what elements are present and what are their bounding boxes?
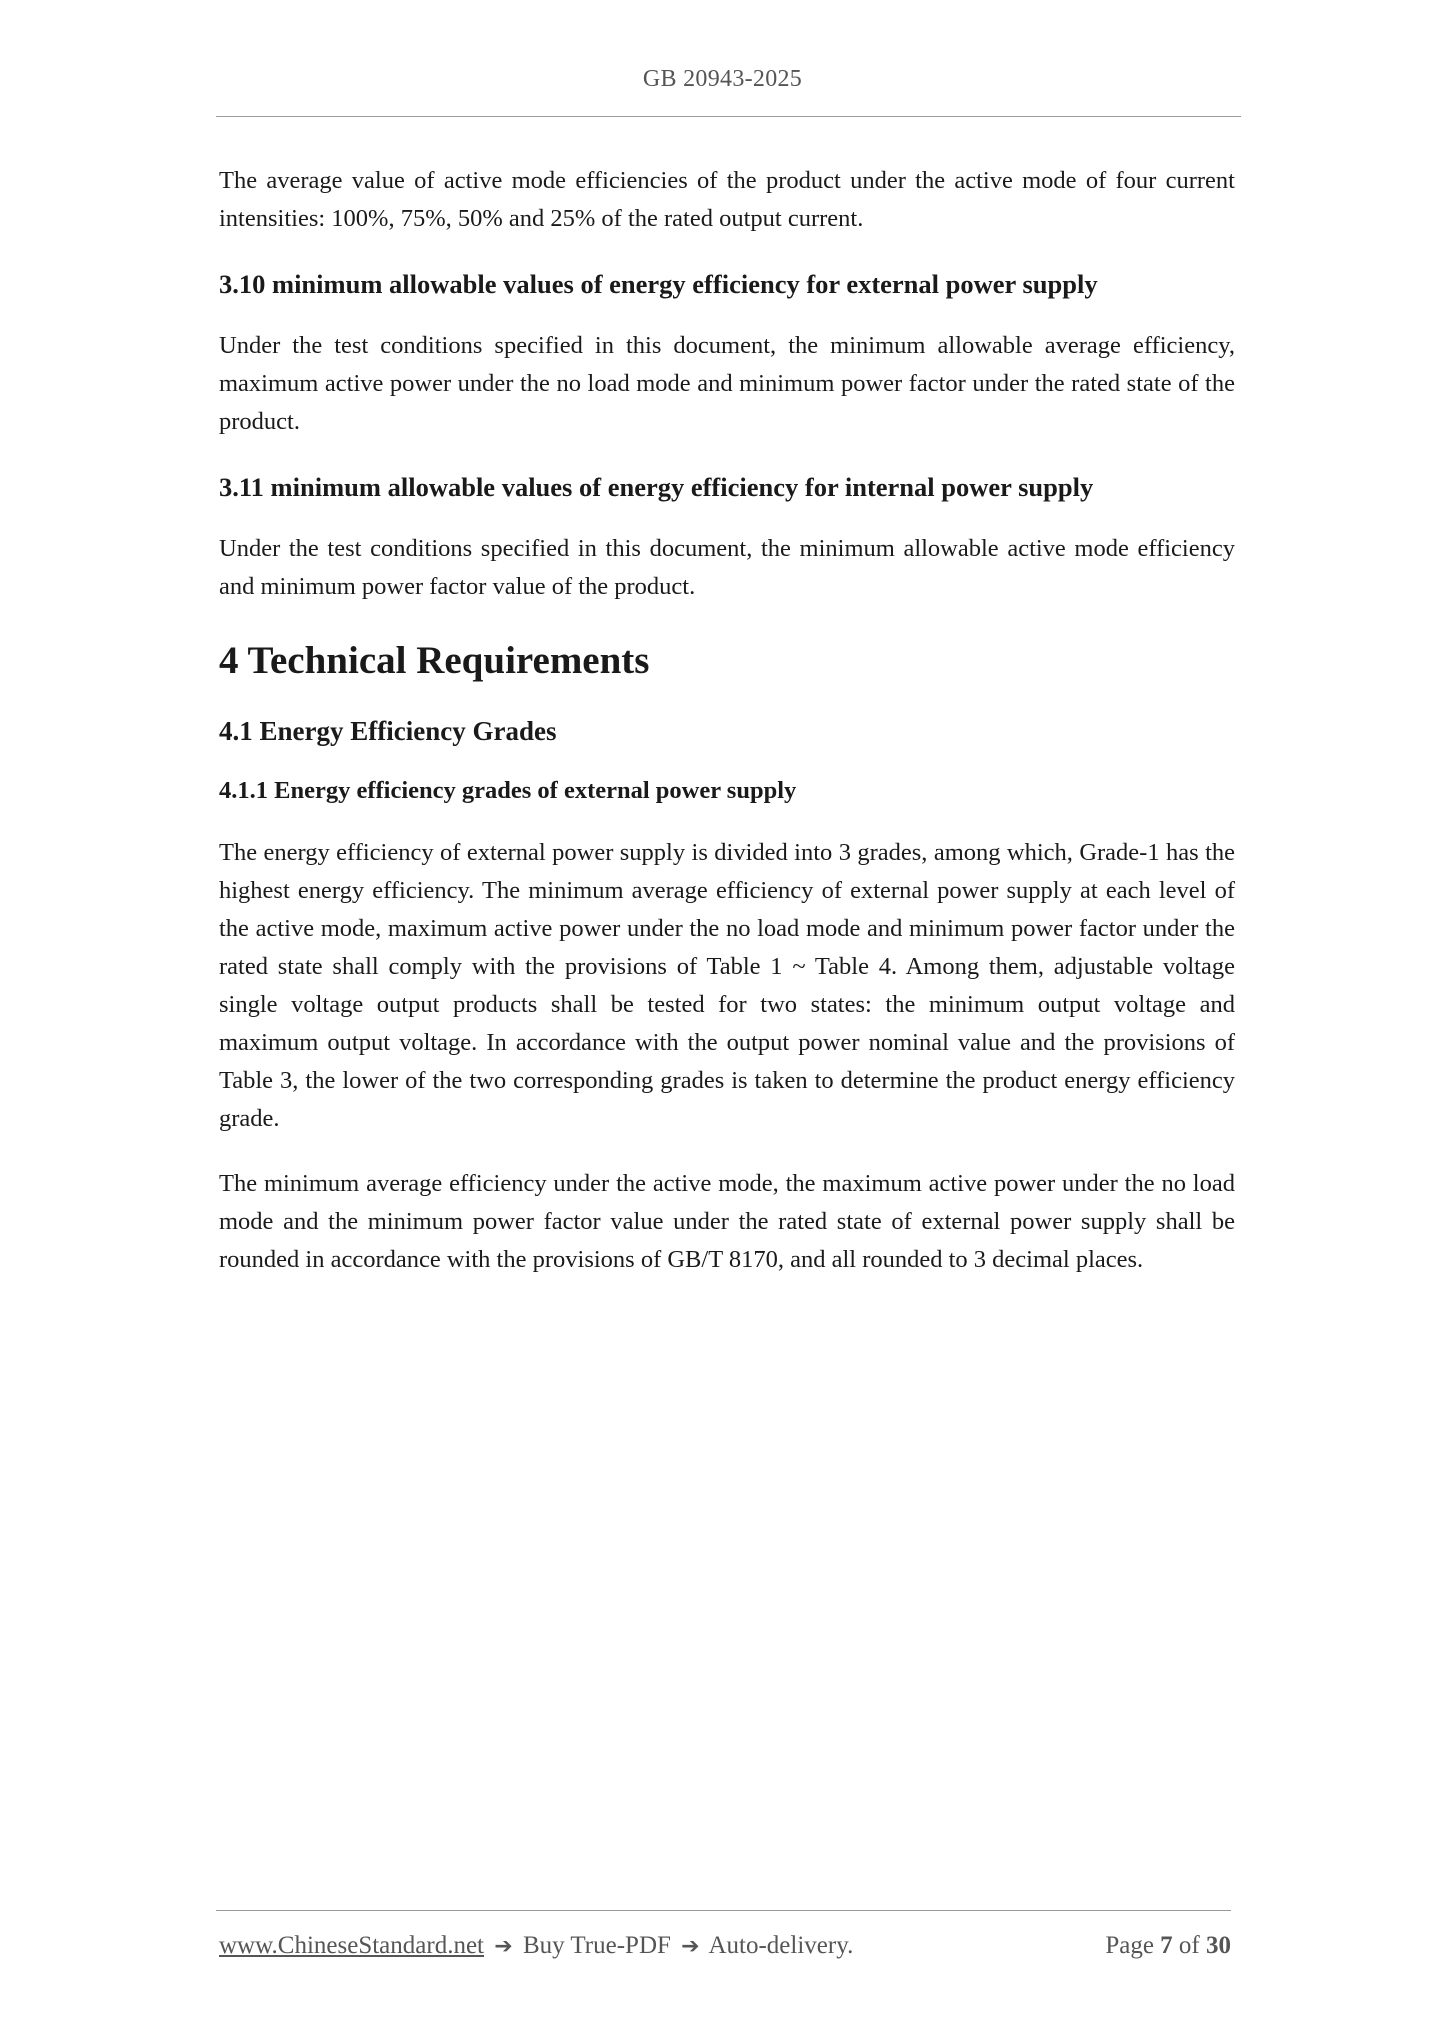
section-4-heading: 4 Technical Requirements xyxy=(219,639,650,682)
intro-paragraph: The average value of active mode efficiencies of the product under the active mode of four current intensities: 100%, 75%, 50% and 25% of the rated output current. xyxy=(219,167,1235,232)
buy-true-pdf-text: Buy True-PDF xyxy=(522,1932,671,1959)
term-3-10-text: Under the test conditions specified in this document, the minimum allowable average efficiency, maximum active power under the no load mode and minimum power factor under the rated state of the product. xyxy=(219,332,1235,435)
section-4-1-1-paragraph-2: The minimum average efficiency under the active mode, the maximum active power under the no load mode and the minimum power factor value under the rated state of external power supply shall be rounded in accordance with the provisions of GB/T 8170, and all rounded to 3 decimal places. xyxy=(219,1170,1235,1273)
page-label: Page xyxy=(1105,1932,1154,1959)
header-document-id: GB 20943-2025 xyxy=(642,66,803,92)
site-link[interactable]: www.ChineseStandard.net xyxy=(219,1932,484,1959)
auto-delivery-text: Auto-delivery. xyxy=(708,1932,854,1959)
section-4-1-1-heading: 4.1.1 Energy efficiency grades of external power supply xyxy=(219,777,797,804)
total-pages-number: 30 xyxy=(1206,1932,1231,1959)
term-3-11-heading: 3.11 minimum allowable values of energy efficiency for internal power supply xyxy=(219,472,1094,502)
header-divider xyxy=(216,116,1241,117)
section-4-1-heading: 4.1 Energy Efficiency Grades xyxy=(219,716,557,746)
section-4-1-1-paragraph-1: The energy efficiency of external power supply is divided into 3 grades, among which, Grade-1 has the highest energy efficiency. The minimum average efficiency of external power supply at each level of the active mode, maximum active power under the no load mode and minimum power factor under the rated state shall comply with the provisions of Table 1 ~ Table 4. Among them, adjustable voltage single voltage output products shall be tested for two states: the minimum output voltage and maximum output voltage. In accordance with the output power nominal value and the provisions of Table 3, the lower of the two corresponding grades is taken to determine the product energy efficiency grade. xyxy=(219,839,1235,1132)
arrow-right-icon: ➔ xyxy=(681,1934,700,1959)
arrow-right-icon: ➔ xyxy=(494,1934,513,1959)
page-indicator xyxy=(1105,1929,1231,1963)
term-3-10-heading: 3.10 minimum allowable values of energy efficiency for external power supply xyxy=(219,269,1098,299)
footer-divider xyxy=(216,1910,1231,1911)
page-content xyxy=(219,162,1235,1306)
of-label: of xyxy=(1178,1932,1200,1959)
term-3-11-text: Under the test conditions specified in this document, the minimum allowable active mode efficiency and minimum power factor value of the product. xyxy=(219,535,1235,600)
current-page-number: 7 xyxy=(1160,1932,1173,1959)
footer-promo xyxy=(219,1929,853,1964)
